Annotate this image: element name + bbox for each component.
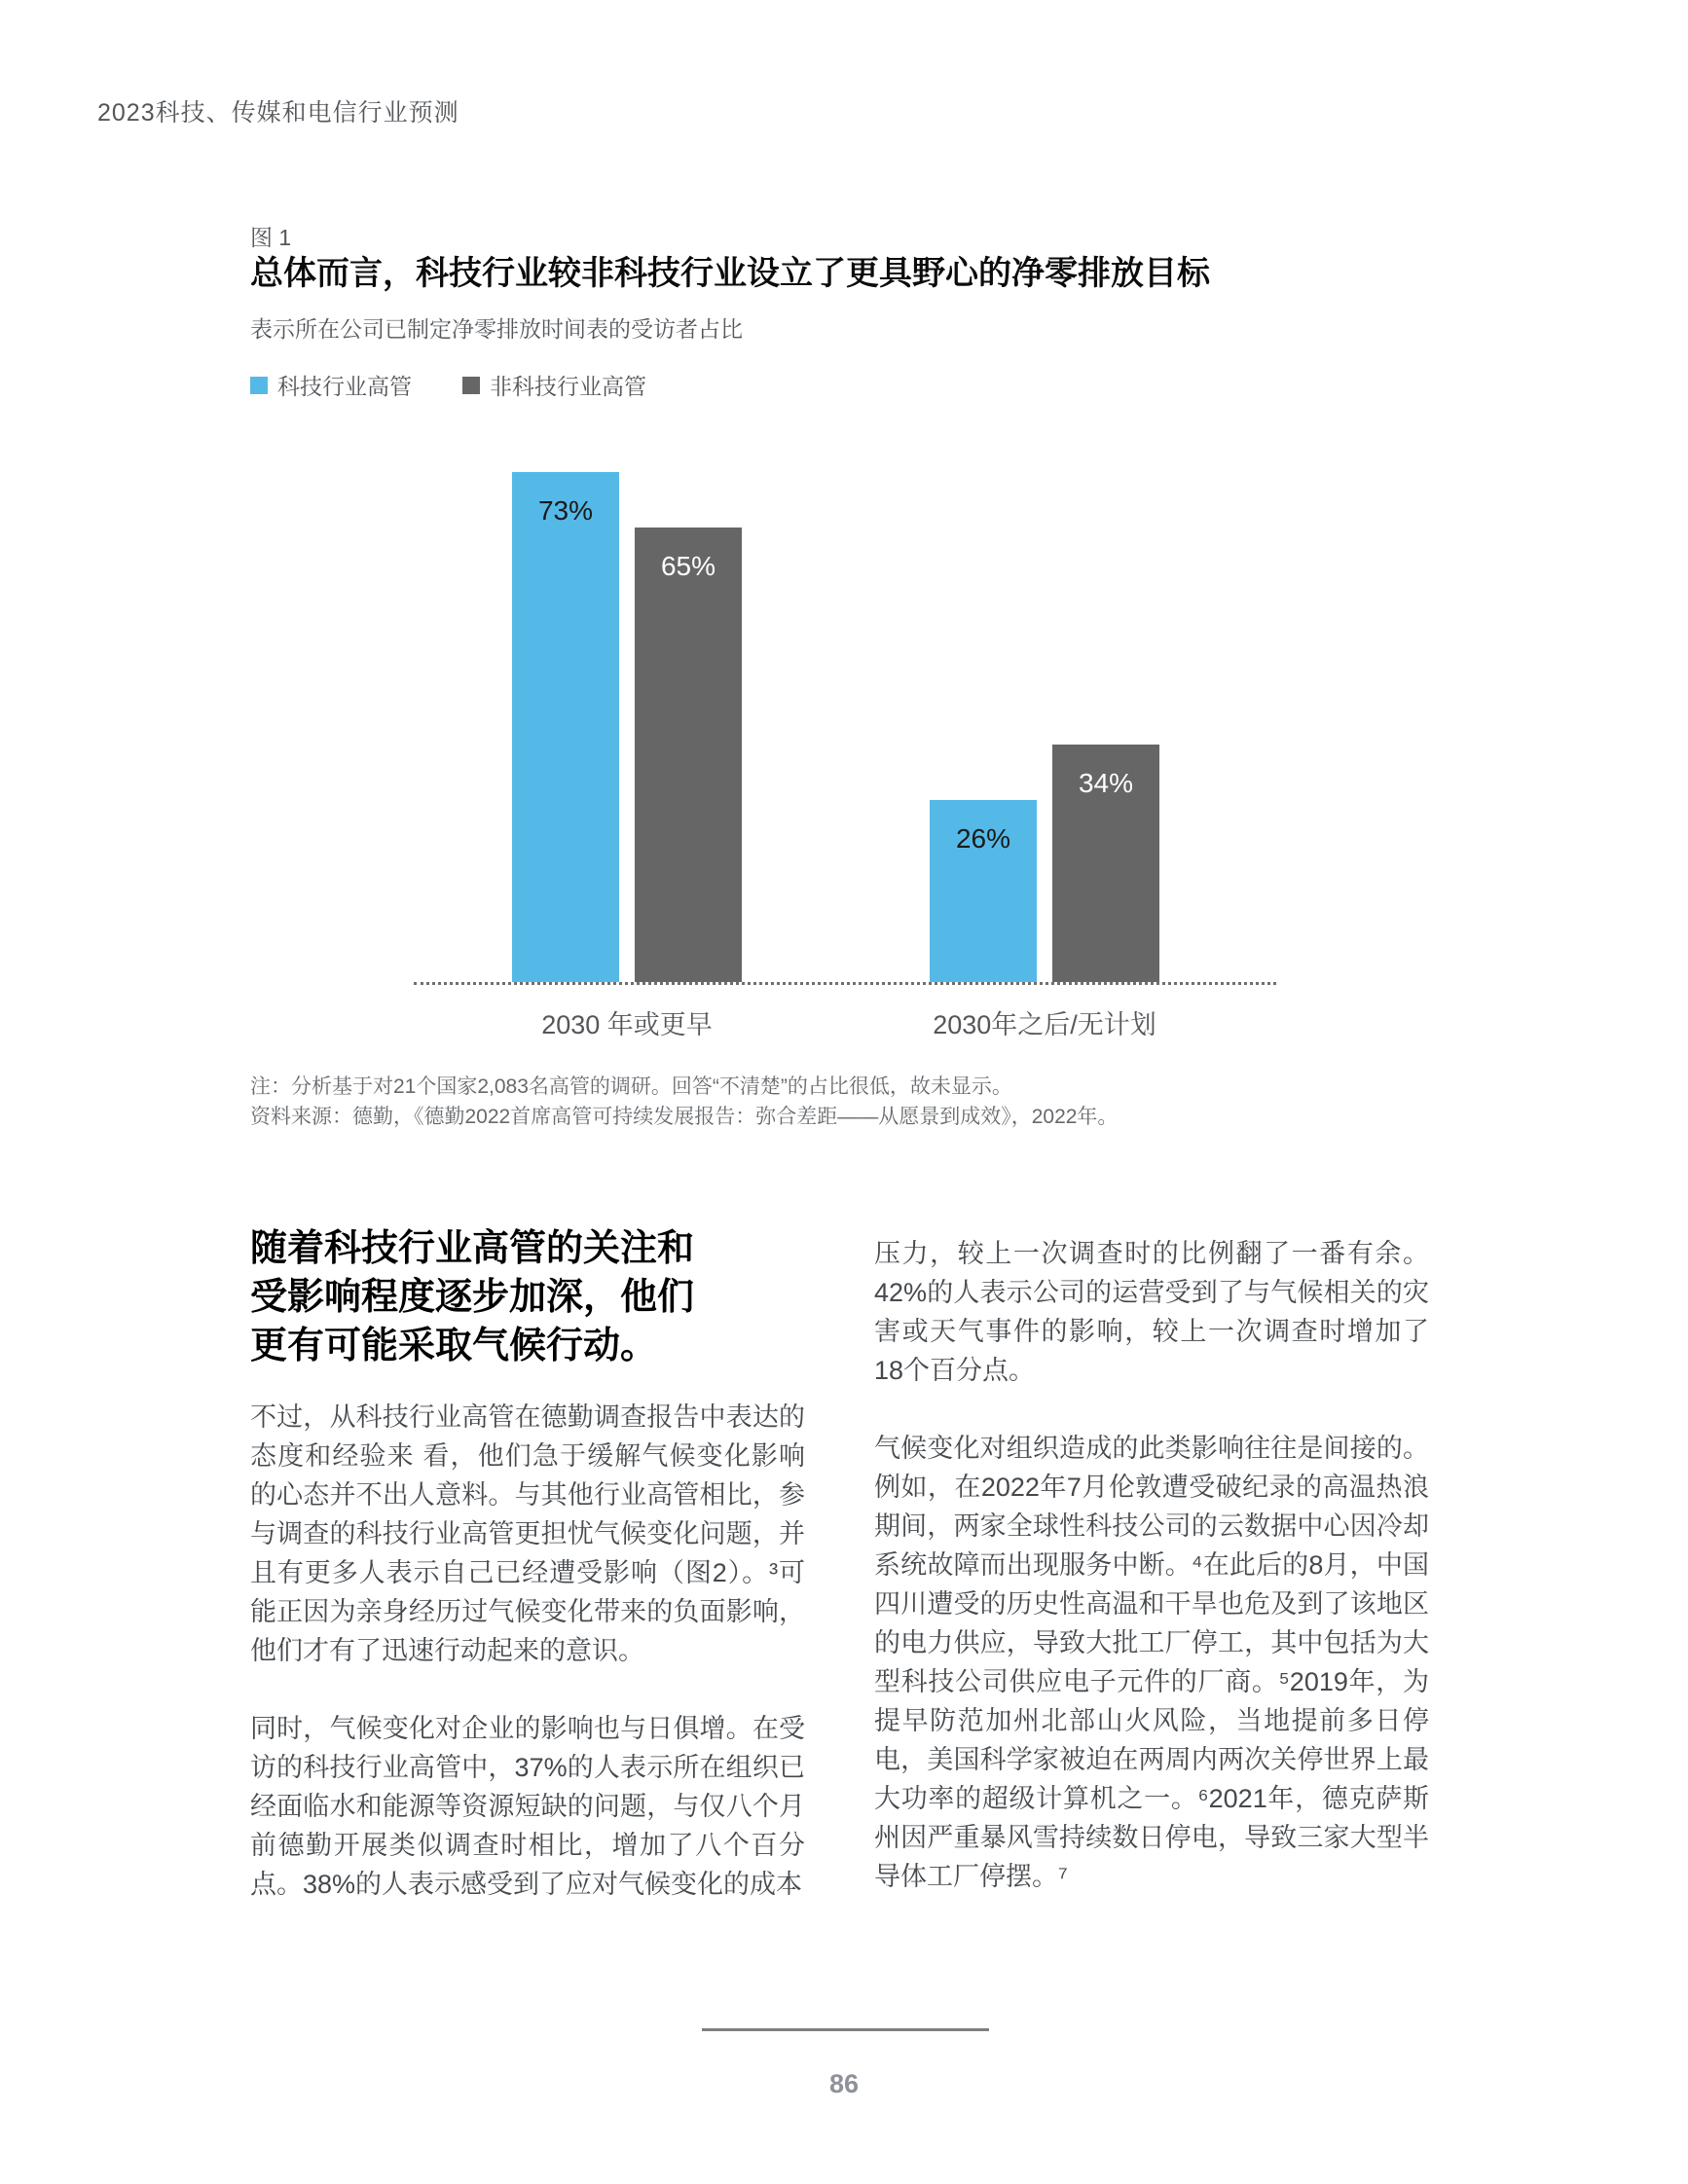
- article-left-column: [250, 1224, 805, 1943]
- body-paragraph: 同时，气候变化对企业的影响也与日俱增。在受访的科技行业高管中，37%的人表示所在组织已经面临水和能源等资源短缺的问题，与仅八个月前德勤开展类似调查时相比，增加了八个百分点。38%的人表示感受到了应对气候变化的成本: [250, 1714, 805, 1899]
- bar-nontech-after-2030: [1052, 745, 1159, 982]
- legend-label-tech: 科技行业高管: [277, 374, 412, 399]
- section-heading-line-3: 更有可能采取气候行动。: [250, 1326, 658, 1366]
- legend-label-nontech: 非科技行业高管: [490, 374, 646, 399]
- running-header: 2023科技、传媒和电信行业预测: [97, 99, 459, 127]
- figure-label: 图 1: [250, 225, 292, 250]
- bar-nontech-2030-or-earlier: [635, 528, 742, 982]
- legend-item-nontech: [462, 369, 646, 401]
- bar-tech-after-2030: [930, 800, 1037, 982]
- bar-chart: [414, 448, 1276, 1039]
- body-paragraph: 压力，较上一次调查时的比例翻了一番有余。42%的人表示公司的运营受到了与气候相关的灾害或天气事件的影响，较上一次调查时增加了18个百分点。: [874, 1239, 1429, 1385]
- bar-value-label: 73%: [537, 495, 594, 526]
- section-heading-line-1: 随着科技行业高管的关注和: [250, 1228, 695, 1269]
- section-heading-line-2: 受影响程度逐步加深，他们: [250, 1277, 695, 1318]
- chart-baseline: [414, 982, 1276, 985]
- bar-tech-2030-or-earlier: [512, 472, 619, 982]
- figure-source: 资料来源：德勤，《德勤2022首席高管可持续发展报告：弥合差距——从愿景到成效》，2022年。: [250, 1106, 1119, 1128]
- page-number: 86: [828, 2069, 860, 2098]
- figure-subtitle: 表示所在公司已制定净零排放时间表的受访者占比: [250, 316, 743, 342]
- legend-item-tech: [250, 369, 412, 401]
- bar-value-label: 26%: [955, 823, 1011, 854]
- legend-swatch-nontech-icon: [462, 377, 480, 394]
- footer-rule: [702, 2028, 989, 2031]
- figure-note: 注：分析基于对21个国家2,083名高管的调研。回答“不清楚”的占比很低，故未显示。: [250, 1075, 1012, 1098]
- category-label-2030-or-earlier: 2030 年或更早: [541, 1010, 713, 1039]
- chart-legend: [250, 369, 646, 401]
- bar-value-label: 34%: [1078, 768, 1134, 798]
- section-heading: [250, 1224, 805, 1370]
- body-paragraph: 不过，从科技行业高管在德勤调查报告中表达的态度和经验来 看，他们急于缓解气候变化影响的心态并不出人意料。与其他行业高管相比，参与调查的科技行业高管更担忧气候变化问题，并且有更多人表示自己已经遭受影响（图2）。³可能正因为亲身经历过气候变化带来的负面影响，他们才有了迅速行动起来的意识。: [250, 1402, 805, 1665]
- category-label-after-2030: 2030年之后/无计划: [933, 1010, 1156, 1039]
- figure-title: 总体而言，科技行业较非科技行业设立了更具野心的净零排放目标: [250, 255, 1210, 292]
- bar-value-label: 65%: [660, 551, 716, 581]
- body-paragraph: 气候变化对组织造成的此类影响往往是间接的。例如，在2022年7月伦敦遭受破纪录的高温热浪期间，两家全球性科技公司的云数据中心因冷却系统故障而出现服务中断。⁴在此后的8月，中国四川遭受的历史性高温和干旱也危及到了该地区的电力供应，导致大批工厂停工，其中包括为大型科技公司供应电子元件的厂商。⁵2019年，为提早防范加州北部山火风险，当地提前多日停电，美国科学家被迫在两周内两次关停世界上最大功率的超级计算机之一。⁶2021年，德克萨斯州因严重暴风雪持续数日停电，导致三家大型半导体工厂停摆。⁷: [874, 1434, 1429, 1891]
- article-right-column: [874, 1234, 1429, 1935]
- legend-swatch-tech-icon: [250, 377, 268, 394]
